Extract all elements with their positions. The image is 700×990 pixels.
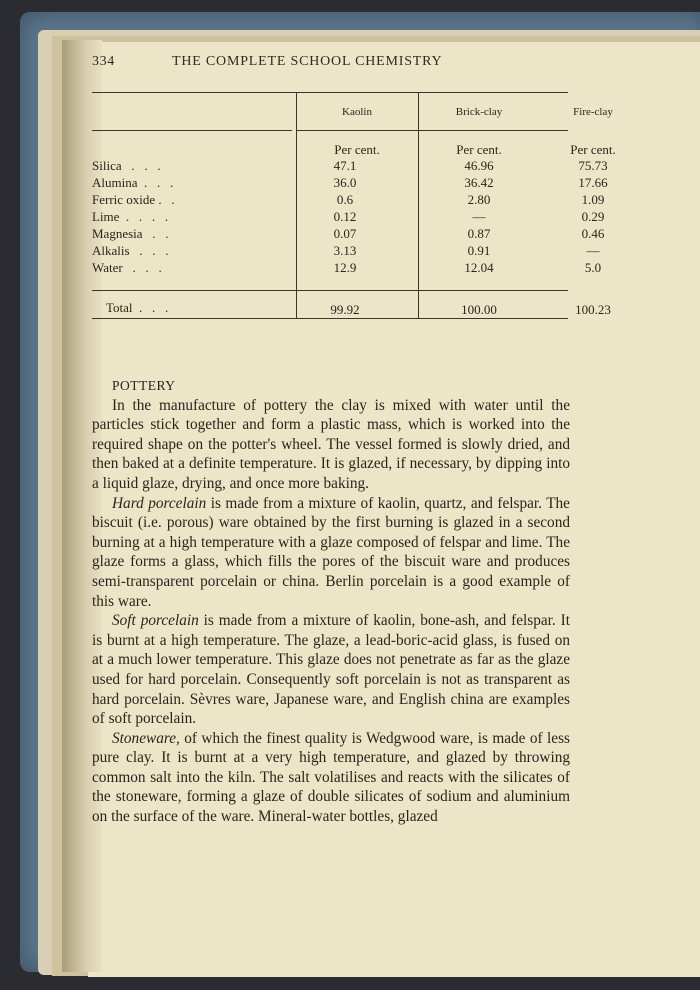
table-bottom-rule <box>92 318 568 319</box>
total-cell: 100.23 <box>575 302 611 317</box>
unit-label: Per cent. <box>570 142 616 157</box>
table-cell: 0.87 <box>467 226 491 241</box>
table-cell: 36.0 <box>333 175 357 190</box>
table-cell: 12.9 <box>333 260 357 275</box>
row-label: Alumina . . . <box>92 175 174 190</box>
table-cell: 0.12 <box>333 209 357 224</box>
table-cell: — <box>586 243 600 258</box>
paragraph-text: is made from a mixture of kaolin, bone-ash, and felspar. It is burnt at a high temperature. The glaze, a lead-boric-acid glass, is fused on at a much lower temperature. This glaze does not penetrate as far as the glaze used for hard porcelain. Consequently soft porcelain is not as transparent as hard porcelain. Sèvres ware, Japanese ware, and English china are examples of soft porcelain. <box>92 612 570 728</box>
table-cell: 1.09 <box>581 192 605 207</box>
clay-composition-table <box>92 92 616 318</box>
unit-label: Per cent. <box>334 142 380 157</box>
row-label: Lime . . . . <box>92 209 169 224</box>
table-cell: 0.91 <box>467 243 491 258</box>
table-cell: 46.96 <box>464 158 494 173</box>
row-label: Water . . . <box>92 260 162 275</box>
table-cell: — <box>472 209 486 224</box>
table-cell: 3.13 <box>333 243 357 258</box>
table-header-rule <box>296 130 568 131</box>
column-header-kaolin: Kaolin <box>342 106 372 118</box>
table-total-rule <box>92 290 568 291</box>
row-label: Magnesia . . <box>92 226 169 241</box>
row-label: Alkalis . . . <box>92 243 169 258</box>
table-cell: 0.07 <box>333 226 357 241</box>
table-header-rule <box>92 130 292 131</box>
table-cell: 2.80 <box>467 192 491 207</box>
page-number: 334 <box>92 54 115 69</box>
paragraph <box>92 396 570 494</box>
section-heading: POTTERY <box>112 378 176 393</box>
paragraph-text: In the manufacture of pottery the clay is mixed with water until the particles stick together and form a plastic mass, which is worked into the required shape on the potter's wheel. The vessel formed is slowly dried, and then baked at a definite temperature. It is glazed, if necessary, by dipping into a liquid glaze, drying, and once more baking. <box>92 396 570 492</box>
table-cell: 17.66 <box>578 175 608 190</box>
table-cell: 47.1 <box>333 158 357 173</box>
total-cell: 100.00 <box>461 302 497 317</box>
body-text <box>92 376 570 827</box>
table-cell: 12.04 <box>464 260 494 275</box>
paragraph-text: of which the finest quality is Wedgwood ware, is made of less pure clay. It is burnt at a very high temperature, and glazed by throwing common salt into the kiln. The salt volatilises and reacts with the silicates of the stoneware, forming a glaze of double silicates of sodium and aluminium on the surface of the ware. Mineral-water bottles, glazed <box>92 729 570 826</box>
paragraph-lead: Stoneware, <box>112 729 180 747</box>
running-title: THE COMPLETE SCHOOL CHEMISTRY <box>172 54 443 69</box>
paragraph <box>92 494 570 612</box>
total-cell: 99.92 <box>330 302 360 317</box>
paragraph <box>92 729 570 827</box>
total-label: Total . . . <box>106 300 169 315</box>
table-cell: 0.6 <box>336 192 354 207</box>
paragraph-lead: Hard porcelain <box>112 494 207 512</box>
column-header-fire-clay: Fire-clay <box>573 106 613 118</box>
table-top-rule <box>92 92 568 93</box>
paragraph <box>92 611 570 729</box>
column-header-brick-clay: Brick-clay <box>455 106 503 118</box>
table-cell: 0.29 <box>581 209 605 224</box>
paragraph-text: is made from a mixture of kaolin, quartz, and felspar. The biscuit (i.e. porous) ware obtained by the first burning is glazed in a second burning at a high temperature with a glaze composed of felspar and lime. The glaze forms a glass, which fills the pores of the biscuit ware and produces semi-transparent porcelain or china. Berlin porcelain is a good example of this ware. <box>92 494 570 610</box>
row-label: Silica . . . <box>92 158 161 173</box>
table-cell: 36.42 <box>464 175 494 190</box>
row-label: Ferric oxide . . <box>92 192 175 207</box>
table-cell: 0.46 <box>581 226 605 241</box>
table-cell: 5.0 <box>584 260 602 275</box>
unit-label: Per cent. <box>456 142 502 157</box>
table-cell: 75.73 <box>578 158 608 173</box>
paragraph-lead: Soft porcelain <box>112 612 199 630</box>
